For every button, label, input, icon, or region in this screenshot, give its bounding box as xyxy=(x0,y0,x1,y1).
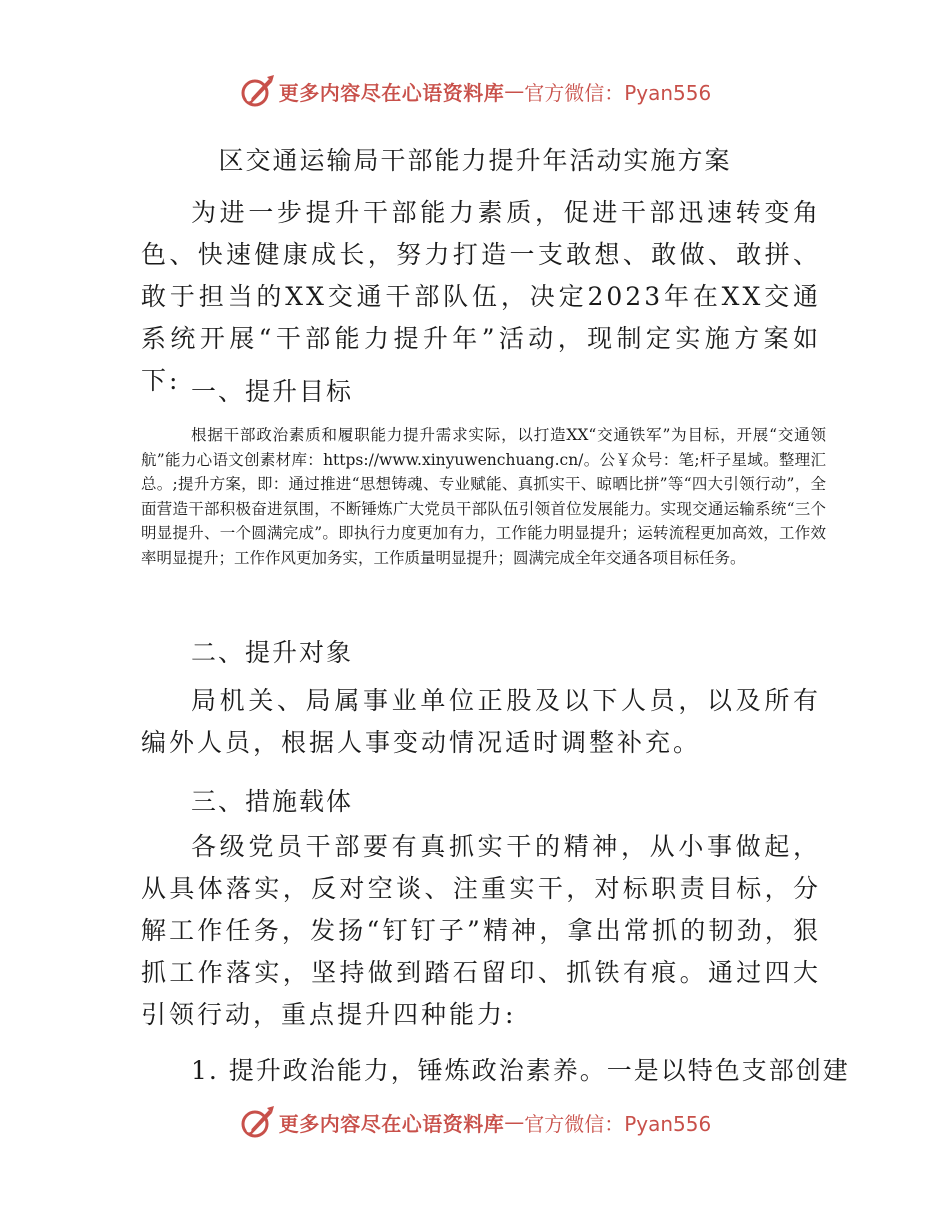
watermark-text: 更多内容尽在心语资料库 xyxy=(278,1111,505,1136)
list-item-1: 1. 提升政治能力，锤炼政治素养。一是以特色支部创建 xyxy=(191,1056,850,1085)
document-title: 区交通运输局干部能力提升年活动实施方案 xyxy=(218,146,732,175)
section-body-goals: 根据干部政治素质和履职能力提升需求实际，以打造XX“交通铁军”为目标，开展“交通领航”能力心语文创素材库：https://www.xinyuwenchuang.cn/。公￥众号：笔;杆子星域。整理汇总。;提升方案，即：通过推进“思想铸魂、专业赋能、真抓实干、晾晒比拼”等“四大引领行动”，全面营造干部积极奋进氛围，不断锤炼广大党员干部队伍引领首位发展能力。实现交通运输系统“三个明显提升、一个圆满完成”。即执行力度更加有力，工作能力明显提升；运转流程更加高效，工作效率明显提升；工作作风更加务实，工作质量明显提升；圆满完成全年交通各项目标任务。 xyxy=(141,426,826,567)
watermark-text: 更多内容尽在心语资料库 xyxy=(278,80,505,105)
section-body-targets: 局机关、局属事业单位正股及以下人员，以及所有编外人员，根据人事变动情况适时调整补充。 xyxy=(141,686,821,757)
watermark-wechat: 官方微信：Pyan556 xyxy=(524,1111,712,1136)
section-heading-measures: 三、措施载体 xyxy=(191,787,354,816)
watermark-banner-top xyxy=(0,71,950,111)
quill-pen-logo-icon xyxy=(239,1104,275,1140)
watermark-dash: — xyxy=(504,1110,525,1134)
watermark-banner-bottom xyxy=(0,1102,950,1142)
section-heading-goals: 一、提升目标 xyxy=(191,377,354,406)
watermark-wechat: 官方微信：Pyan556 xyxy=(524,80,712,105)
section-heading-targets: 二、提升对象 xyxy=(191,638,354,667)
intro-paragraph: 为进一步提升干部能力素质，促进干部迅速转变角色、快速健康成长，努力打造一支敢想、敢做、敢拼、敢于担当的XX交通干部队伍，决定2023年在XX交通系统开展“干部能力提升年”活动，现制定实施方案如下: xyxy=(141,198,821,395)
section-body-measures: 各级党员干部要有真抓实干的精神，从小事做起，从具体落实，反对空谈、注重实干，对标职责目标，分解工作任务，发扬“钉钉子”精神，拿出常抓的韧劲，狠抓工作落实，坚持做到踏石留印、抓铁有痕。通过四大引领行动，重点提升四种能力: xyxy=(141,832,821,1029)
quill-pen-logo-icon xyxy=(239,73,275,109)
watermark-dash: — xyxy=(504,79,525,103)
